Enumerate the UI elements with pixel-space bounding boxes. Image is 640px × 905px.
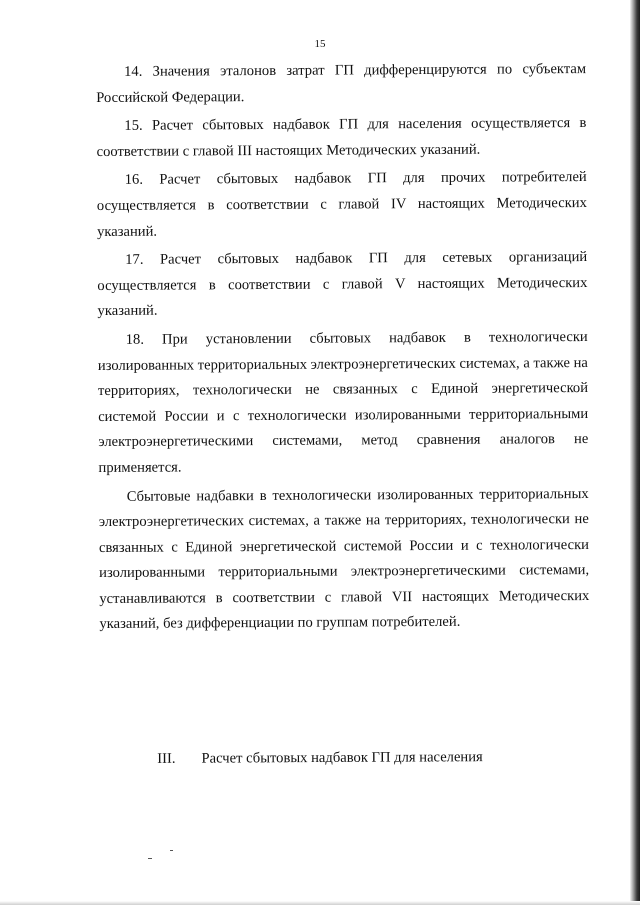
scan-speck — [170, 850, 173, 851]
paragraph-18: 18. При установлении сбытовых надбавок в технологически изолированных территориальных электроэнергетических системах, а также на территориях, технологически не связанных с Единой энергетической системой России и с технологически изолированными территориальными электроэнергетическими системами, метод сравнения аналогов не применяется. — [97, 328, 589, 476]
section-heading — [0, 746, 640, 769]
document-body — [96, 57, 590, 638]
paragraph-16: 16. Расчет сбытовых надбавок ГП для прочих потребителей осуществляется в соответствии с главой IV настоящих Методических указаний. — [96, 169, 587, 240]
paragraph-18-continuation: Сбытовые надбавки в технологически изолированных территориальных электроэнергетических системах, а также на территориях, технологически не связанных с Единой энергетической системой России и с технологически изолированными территориальными электроэнергетическими системами, устанавливаются в соответствии с главой VII настоящих Методических указаний, без дифференциации по группам потребителей. — [98, 485, 590, 633]
scan-bottom-edge — [0, 901, 640, 905]
section-title: Расчет сбытовых надбавок ГП для населения — [201, 749, 483, 767]
paragraph-14: 14. Значения эталонов затрат ГП дифференцируются по субъектам Российской Федерации. — [96, 61, 587, 106]
page-number: 15 — [314, 38, 326, 50]
scan-edge-shadow — [630, 0, 640, 905]
section-number: III. — [157, 750, 176, 767]
paragraph-15: 15. Расчет сбытовых надбавок ГП для населения осуществляется в соответствии с главой III настоящих Методических указаний. — [96, 115, 587, 160]
paragraph-17: 17. Расчет сбытовых надбавок ГП для сетевых организаций осуществляется в соответствии с главой V настоящих Методических указаний. — [97, 249, 588, 320]
scan-speck — [148, 858, 152, 859]
